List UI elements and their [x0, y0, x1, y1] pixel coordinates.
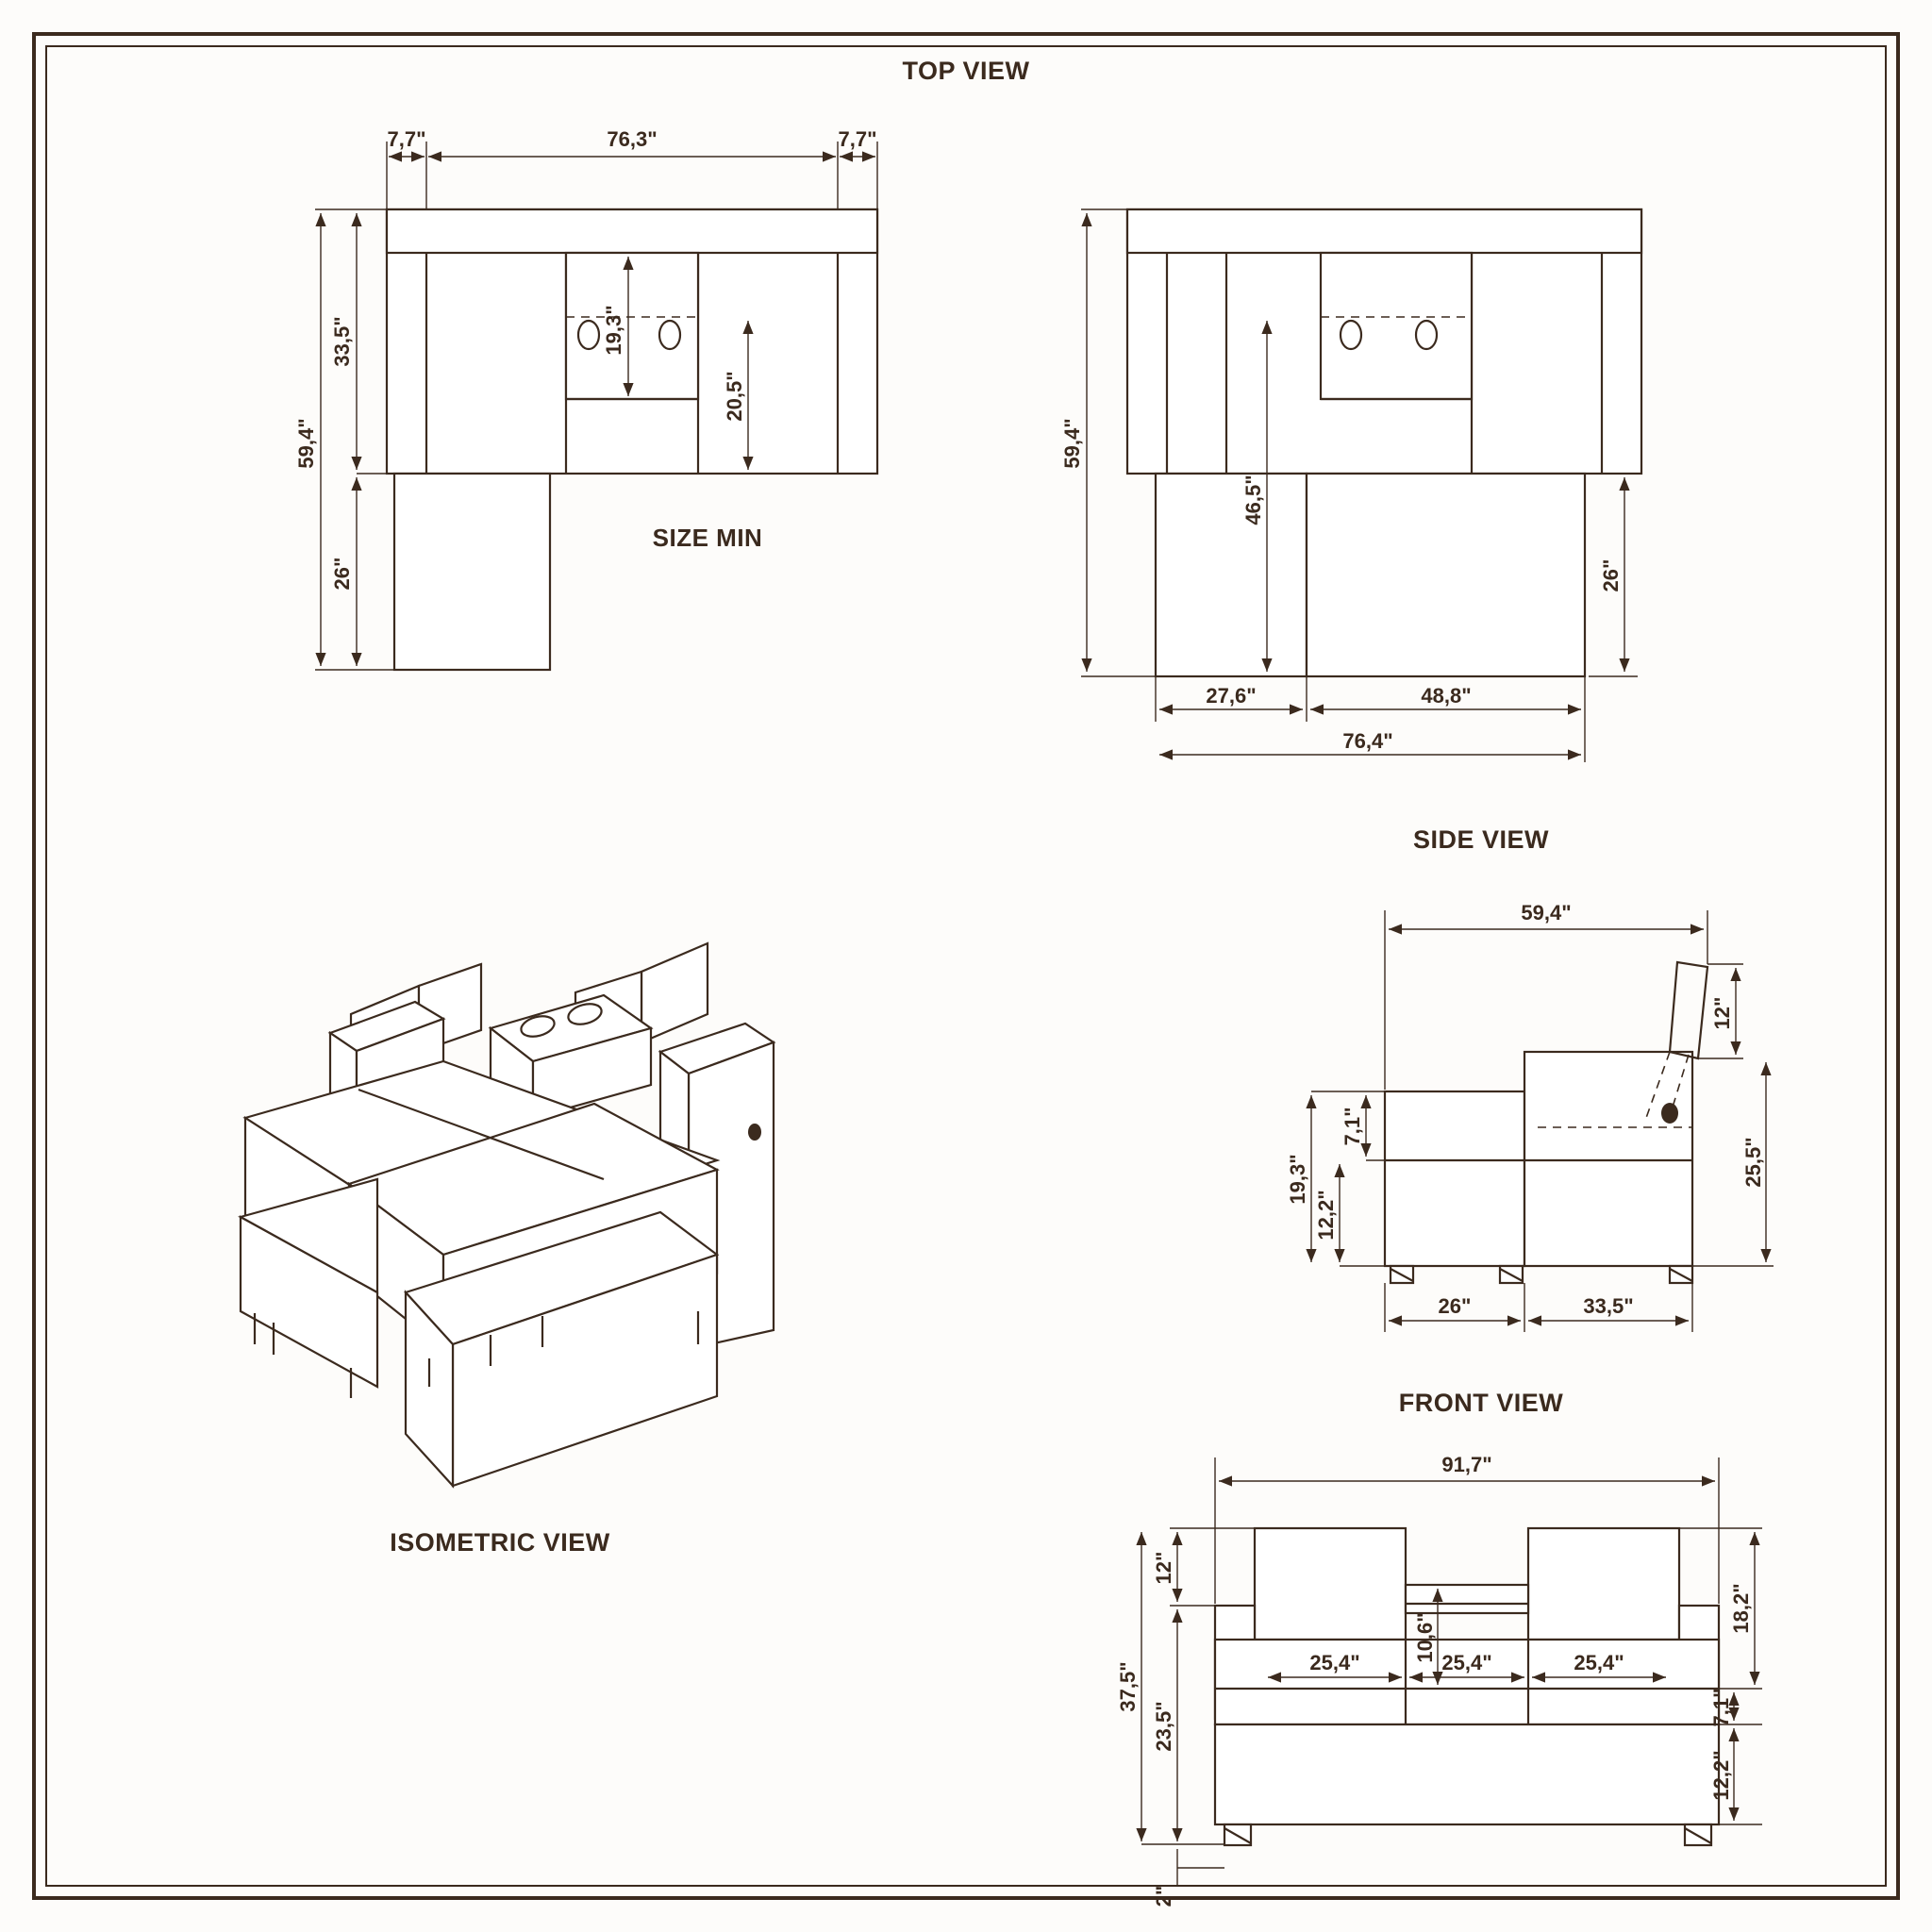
svg-text:12": 12" — [1152, 1551, 1175, 1585]
svg-text:25,5": 25,5" — [1741, 1137, 1765, 1188]
svg-text:12,2": 12,2" — [1709, 1750, 1733, 1801]
svg-text:33,5": 33,5" — [330, 316, 354, 367]
top-view-size-max-geometry — [1127, 209, 1641, 676]
title-top-view: TOP VIEW — [902, 57, 1030, 85]
svg-text:7,1": 7,1" — [1341, 1107, 1364, 1146]
svg-text:19,3": 19,3" — [1286, 1154, 1309, 1205]
svg-text:76,3": 76,3" — [607, 127, 658, 151]
svg-text:59,4": 59,4" — [294, 418, 318, 469]
svg-text:12": 12" — [1710, 996, 1734, 1030]
svg-text:10,6": 10,6" — [1413, 1612, 1437, 1663]
svg-text:7,1": 7,1" — [1709, 1688, 1733, 1727]
svg-text:46,5": 46,5" — [1241, 475, 1265, 525]
svg-text:26": 26" — [330, 557, 354, 591]
svg-text:91,7": 91,7" — [1441, 1453, 1492, 1476]
svg-text:25,4": 25,4" — [1574, 1651, 1624, 1674]
title-isometric-view: ISOMETRIC VIEW — [390, 1528, 610, 1557]
svg-text:33,5": 33,5" — [1583, 1294, 1634, 1318]
svg-text:26": 26" — [1599, 558, 1623, 592]
svg-text:7,7": 7,7" — [387, 127, 426, 151]
svg-text:27,6": 27,6" — [1206, 684, 1257, 708]
svg-text:76,4": 76,4" — [1342, 729, 1393, 753]
label-size-min: SIZE MIN — [652, 524, 763, 552]
svg-text:37,5": 37,5" — [1116, 1661, 1140, 1712]
svg-text:23,5": 23,5" — [1152, 1701, 1175, 1752]
svg-text:20,5": 20,5" — [723, 371, 746, 422]
svg-text:7,7": 7,7" — [838, 127, 877, 151]
top-view-size-min-geometry — [387, 209, 877, 670]
svg-text:18,2": 18,2" — [1729, 1583, 1753, 1634]
svg-text:26": 26" — [1438, 1294, 1472, 1318]
svg-text:2": 2" — [1152, 1885, 1175, 1907]
svg-text:19,3": 19,3" — [602, 305, 625, 356]
svg-text:59,4": 59,4" — [1060, 418, 1084, 469]
svg-text:12,2": 12,2" — [1314, 1190, 1338, 1241]
svg-text:25,4": 25,4" — [1441, 1651, 1492, 1674]
svg-text:25,4": 25,4" — [1309, 1651, 1360, 1674]
title-front-view: FRONT VIEW — [1398, 1389, 1564, 1417]
side-view-geometry — [1385, 962, 1707, 1283]
title-side-view: SIDE VIEW — [1412, 825, 1550, 854]
front-view-geometry — [1215, 1528, 1719, 1845]
svg-text:48,8": 48,8" — [1421, 684, 1472, 708]
isometric-view-geometry — [241, 943, 774, 1486]
svg-text:59,4": 59,4" — [1521, 901, 1572, 924]
